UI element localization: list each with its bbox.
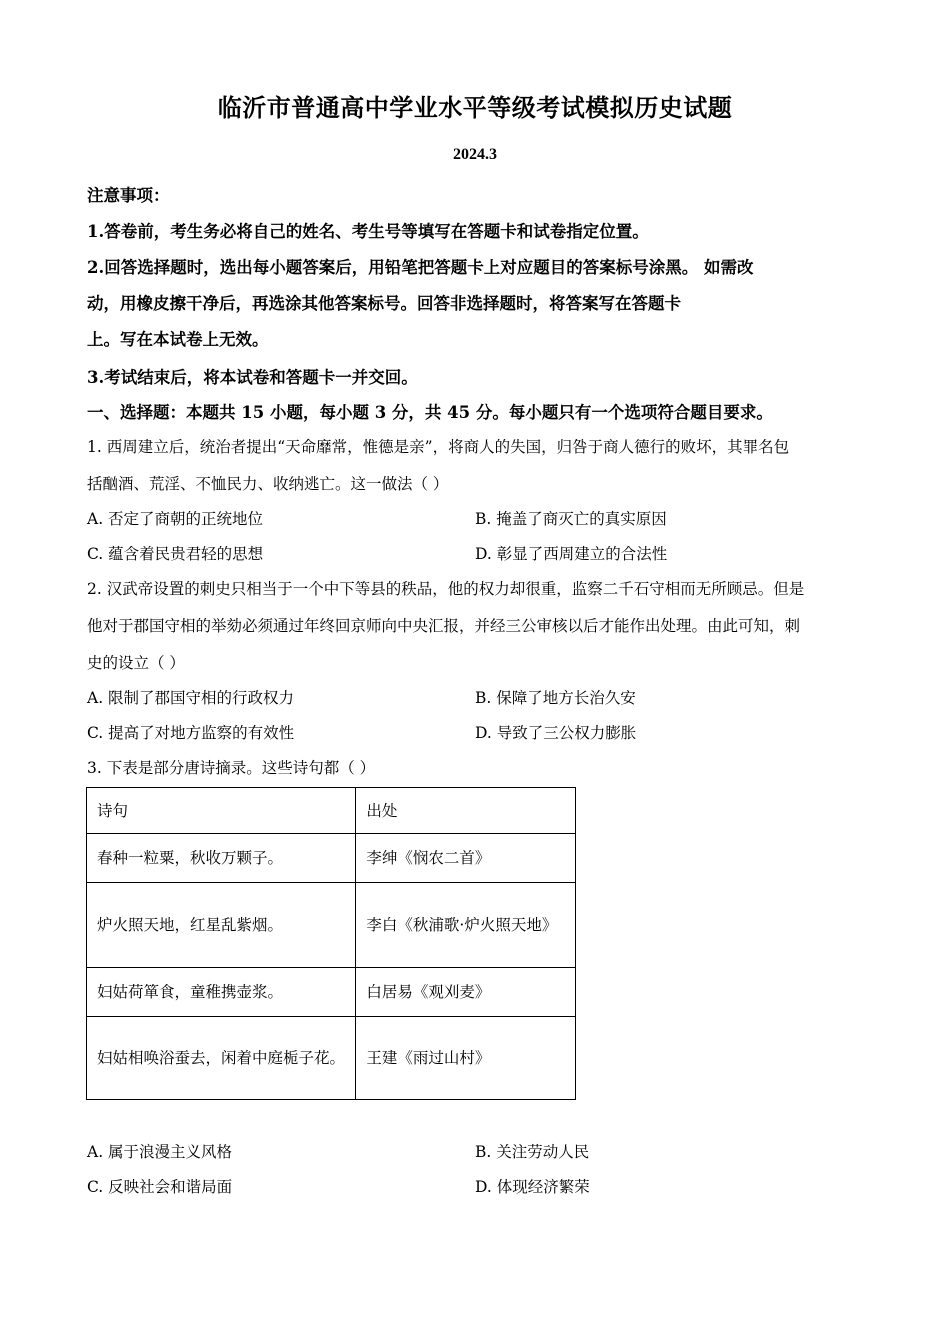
notice-heading: 注意事项： <box>87 186 170 205</box>
q2-option-a: A. 限制了郡国守相的行政权力 <box>87 689 295 707</box>
q1-option-c: C. 蕴含着民贵君轻的思想 <box>87 545 264 563</box>
q2-option-c: C. 提高了对地方监察的有效性 <box>87 724 295 742</box>
q1-option-a: A. 否定了商朝的正统地位 <box>87 510 264 528</box>
source-cell: 李白《秋浦歌·炉火照天地》 <box>356 883 576 968</box>
q2-stem-line-3: 史的设立（ ） <box>87 654 185 672</box>
source-cell: 白居易《观刈麦》 <box>356 968 576 1017</box>
notice-item-2-line-3: 上。写在本试卷上无效。 <box>87 330 269 349</box>
poem-table-header-row <box>87 788 576 834</box>
q1-stem-line-2: 括酗酒、荒淫、不恤民力、收纳逃亡。这一做法（ ） <box>87 475 449 493</box>
table-row <box>87 834 576 883</box>
q3-option-c: C. 反映社会和谐局面 <box>87 1178 233 1196</box>
poem-table <box>86 787 576 1100</box>
poem-cell: 炉火照天地，红星乱紫烟。 <box>87 883 356 968</box>
poem-table-header-poem: 诗句 <box>87 788 356 834</box>
table-row <box>87 968 576 1017</box>
source-cell: 王建《雨过山村》 <box>356 1017 576 1100</box>
notice-item-1: 1.答卷前，考生务必将自己的姓名、考生号等填写在答题卡和试卷指定位置。 <box>87 222 649 241</box>
table-row <box>87 1017 576 1100</box>
poem-table-header-source: 出处 <box>356 788 576 834</box>
q1-option-d: D. 彰显了西周建立的合法性 <box>475 545 668 563</box>
q2-stem-line-1: 2. 汉武帝设置的刺史只相当于一个中下等县的秩品，他的权力却很重，监察二千石守相而无所顾忌。但是 <box>87 580 805 598</box>
q3-stem: 3. 下表是部分唐诗摘录。这些诗句都（ ） <box>87 759 376 777</box>
q2-option-b: B. 保障了地方长治久安 <box>475 689 636 707</box>
poem-cell: 春种一粒粟，秋收万颗子。 <box>87 834 356 883</box>
q1-option-b: B. 掩盖了商灭亡的真实原因 <box>475 510 667 528</box>
q3-option-d: D. 体现经济繁荣 <box>475 1178 590 1196</box>
notice-item-2-line-1: 2.回答选择题时，选出每小题答案后，用铅笔把答题卡上对应题目的答案标号涂黑。 如需改 <box>87 258 754 277</box>
source-cell: 李绅《悯农二首》 <box>356 834 576 883</box>
q2-option-d: D. 导致了三公权力膨胀 <box>475 724 637 742</box>
poem-cell: 妇姑相唤浴蚕去，闲着中庭栀子花。 <box>87 1017 356 1100</box>
exam-title: 临沂市普通高中学业水平等级考试模拟历史试题 <box>217 93 733 122</box>
q1-stem-line-1: 1. 西周建立后，统治者提出“天命靡常，惟德是亲”，将商人的失国，归咎于商人德行的败坏，其罪名包 <box>87 438 790 456</box>
q3-option-b: B. 关注劳动人民 <box>475 1143 590 1161</box>
table-row <box>87 883 576 968</box>
q2-stem-line-2: 他对于郡国守相的举劾必须通过年终回京师向中央汇报，并经三公审核以后才能作出处理。由此可知，刺 <box>87 617 801 635</box>
q3-option-a: A. 属于浪漫主义风格 <box>87 1143 233 1161</box>
section-1-heading: 一、选择题：本题共 15 小题，每小题 3 分，共 45 分。每小题只有一个选项符合题目要求。 <box>87 403 773 422</box>
notice-item-2-line-2: 动，用橡皮擦干净后，再选涂其他答案标号。回答非选择题时，将答案写在答题卡 <box>87 294 681 313</box>
exam-date: 2024.3 <box>453 146 497 163</box>
poem-cell: 妇姑荷箪食，童稚携壶浆。 <box>87 968 356 1017</box>
notice-item-3: 3.考试结束后，将本试卷和答题卡一并交回。 <box>87 368 418 387</box>
